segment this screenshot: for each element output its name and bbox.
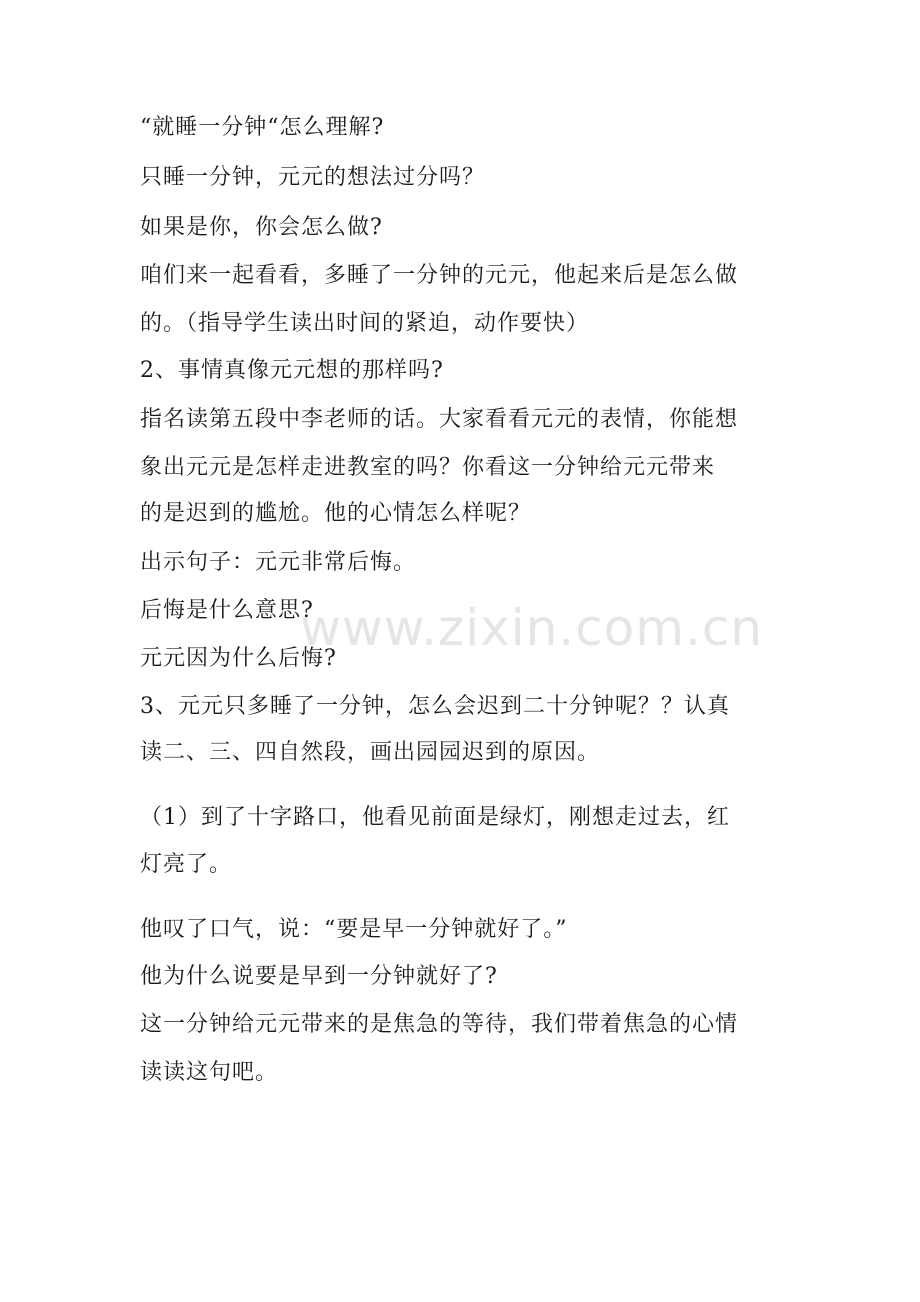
text-line: 他为什么说要是早到一分钟就好了? (140, 964, 498, 989)
text-line: 元元因为什么后悔? (140, 646, 337, 671)
text-line: 这一分钟给元元带来的是焦急的等待，我们带着焦急的心情 (140, 1012, 739, 1037)
text-line: 指名读第五段中李老师的话。大家看看元元的表情，你能想 (140, 407, 739, 432)
text-line: 读读这句吧。 (140, 1060, 279, 1085)
text-line: （1）到了十字路口，他看见前面是绿灯，刚想走过去，红 (140, 805, 730, 830)
text-line: 2、事情真像元元想的那样吗? (140, 358, 444, 383)
text-line: 灯亮了。 (140, 852, 233, 877)
text-line: 的是迟到的尴尬。他的心情怎么样呢？ (140, 501, 532, 526)
text-line: 如果是你，你会怎么做? (140, 215, 383, 240)
text-line: “就睡一分钟“怎么理解? (140, 115, 385, 140)
text-line: 读二、三、四自然段，画出园园迟到的原因。 (140, 740, 601, 765)
text-line: 3、元元只多睡了一分钟，怎么会迟到二十分钟呢？？认真 (140, 694, 730, 719)
text-line: 的。（指导学生读出时间的紧迫，动作要快） (140, 311, 590, 336)
watermark: www.zixin.com.cn (300, 599, 764, 657)
text-line: 只睡一分钟，元元的想法过分吗？ (140, 165, 486, 190)
text-line: 象出元元是怎样走进教室的吗？你看这一分钟给元元带来 (140, 455, 716, 480)
text-line: 后悔是什么意思? (140, 598, 314, 623)
text-line: 咱们来一起看看，多睡了一分钟的元元，他起来后是怎么做 (140, 263, 739, 288)
text-line: 出示句子：元元非常后悔。 (140, 550, 417, 575)
text-line: 他叹了口气，说：“要是早一分钟就好了。” (140, 917, 568, 942)
